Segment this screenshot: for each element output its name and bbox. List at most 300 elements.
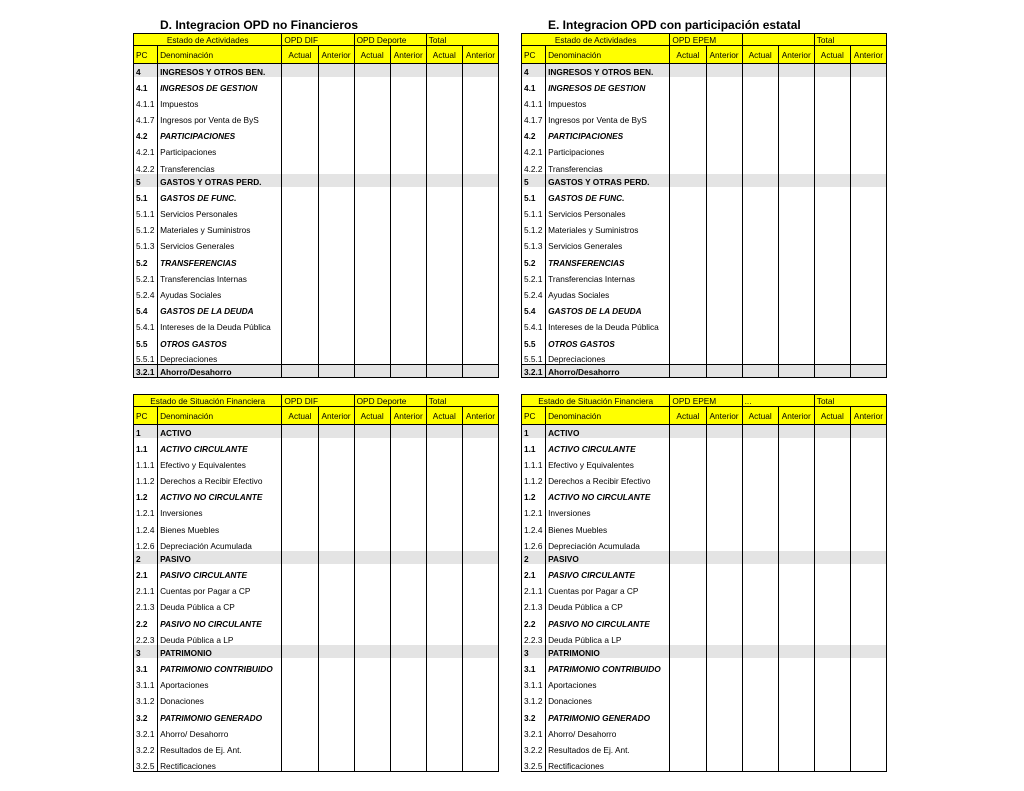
- value-cell: [282, 674, 318, 690]
- value-cell: [742, 723, 778, 739]
- account-code: 5: [522, 174, 546, 187]
- value-cell: [670, 674, 706, 690]
- value-cell: [670, 596, 706, 612]
- value-cell: [318, 64, 354, 77]
- value-cell: [354, 251, 390, 267]
- value-cell: [354, 64, 390, 77]
- account-code: 4.2.1: [522, 141, 546, 157]
- value-cell: [742, 612, 778, 628]
- value-cell: [670, 658, 706, 674]
- account-name: TRANSFERENCIAS: [546, 251, 670, 267]
- account-name: ACTIVO NO CIRCULANTE: [546, 486, 670, 502]
- table-row: [134, 316, 499, 332]
- value-cell: [670, 174, 706, 187]
- value-cell: [462, 365, 498, 378]
- value-cell: [354, 564, 390, 580]
- value-cell: [814, 706, 850, 722]
- account-code: 5.1: [134, 187, 158, 203]
- account-name: PASIVO NO CIRCULANTE: [546, 612, 670, 628]
- value-cell: [390, 706, 426, 722]
- group-2-header: OPD Deporte: [354, 34, 426, 46]
- value-cell: [814, 674, 850, 690]
- account-name: INGRESOS Y OTROS BEN.: [546, 64, 670, 77]
- value-cell: [814, 551, 850, 564]
- table-row: [134, 349, 499, 365]
- value-cell: [426, 645, 462, 658]
- value-cell: [706, 316, 742, 332]
- account-name: Ahorro/ Desahorro: [546, 723, 670, 739]
- table-row: [522, 739, 887, 755]
- account-name: ACTIVO CIRCULANTE: [546, 438, 670, 454]
- account-code: 4.1.7: [522, 109, 546, 125]
- value-cell: [778, 349, 814, 365]
- value-cell: [318, 580, 354, 596]
- value-cell: [282, 502, 318, 518]
- value-cell: [814, 535, 850, 551]
- statement-title-header: Estado de Actividades: [134, 34, 282, 46]
- account-name: Depreciaciones: [158, 349, 282, 365]
- table-row: [134, 470, 499, 486]
- value-cell: [742, 77, 778, 93]
- value-cell: [390, 93, 426, 109]
- value-cell: [706, 454, 742, 470]
- value-cell: [426, 251, 462, 267]
- value-cell: [318, 235, 354, 251]
- table-row: [134, 502, 499, 518]
- value-cell: [354, 438, 390, 454]
- value-cell: [282, 349, 318, 365]
- account-code: 4.2: [134, 125, 158, 141]
- group-1-header: OPD EPEM: [670, 395, 742, 407]
- value-cell: [426, 284, 462, 300]
- value-cell: [850, 174, 886, 187]
- value-cell: [814, 93, 850, 109]
- value-cell: [742, 251, 778, 267]
- account-code: 3.1.1: [134, 674, 158, 690]
- value-cell: [706, 564, 742, 580]
- value-cell: [814, 454, 850, 470]
- value-cell: [670, 486, 706, 502]
- value-cell: [850, 739, 886, 755]
- value-cell: [354, 502, 390, 518]
- account-code: 3.2: [522, 706, 546, 722]
- account-name: Efectivo y Equivalentes: [546, 454, 670, 470]
- account-name: Aportaciones: [546, 674, 670, 690]
- anterior-column-header: Anterior: [390, 407, 426, 425]
- value-cell: [390, 502, 426, 518]
- table-row: [134, 141, 499, 157]
- value-cell: [318, 690, 354, 706]
- group-2-header: ...: [742, 395, 814, 407]
- value-cell: [462, 535, 498, 551]
- value-cell: [462, 349, 498, 365]
- value-cell: [426, 564, 462, 580]
- value-cell: [318, 157, 354, 173]
- value-cell: [814, 300, 850, 316]
- value-cell: [426, 157, 462, 173]
- account-name: GASTOS Y OTRAS PERD.: [546, 174, 670, 187]
- value-cell: [462, 93, 498, 109]
- table-row: [522, 125, 887, 141]
- value-cell: [282, 174, 318, 187]
- table-row: [134, 551, 499, 564]
- value-cell: [390, 535, 426, 551]
- value-cell: [706, 486, 742, 502]
- value-cell: [814, 284, 850, 300]
- value-cell: [814, 365, 850, 378]
- value-cell: [778, 157, 814, 173]
- value-cell: [778, 535, 814, 551]
- table-row: [134, 645, 499, 658]
- value-cell: [354, 235, 390, 251]
- value-cell: [354, 141, 390, 157]
- value-cell: [742, 706, 778, 722]
- account-name: Ayudas Sociales: [158, 284, 282, 300]
- value-cell: [850, 187, 886, 203]
- value-cell: [282, 268, 318, 284]
- table-row: [522, 502, 887, 518]
- value-cell: [354, 612, 390, 628]
- value-cell: [354, 365, 390, 378]
- account-code: 5.1.3: [522, 235, 546, 251]
- value-cell: [318, 77, 354, 93]
- account-name: Derechos a Recibir Efectivo: [158, 470, 282, 486]
- value-cell: [742, 187, 778, 203]
- value-cell: [426, 629, 462, 645]
- actual-column-header: Actual: [670, 407, 706, 425]
- value-cell: [282, 284, 318, 300]
- value-cell: [390, 251, 426, 267]
- account-code: 5.2: [134, 251, 158, 267]
- table-row: [522, 93, 887, 109]
- account-name: Transferencias Internas: [158, 268, 282, 284]
- value-cell: [670, 365, 706, 378]
- value-cell: [426, 349, 462, 365]
- value-cell: [814, 141, 850, 157]
- value-cell: [426, 551, 462, 564]
- value-cell: [742, 157, 778, 173]
- value-cell: [282, 93, 318, 109]
- value-cell: [814, 235, 850, 251]
- account-code: 3.1.1: [522, 674, 546, 690]
- account-name: PATRIMONIO CONTRIBUIDO: [546, 658, 670, 674]
- account-code: 5.1.2: [522, 219, 546, 235]
- value-cell: [814, 739, 850, 755]
- value-cell: [462, 486, 498, 502]
- value-cell: [778, 332, 814, 348]
- value-cell: [742, 674, 778, 690]
- account-name: ACTIVO: [546, 425, 670, 438]
- account-code: 3.1.2: [134, 690, 158, 706]
- value-cell: [850, 268, 886, 284]
- account-name: GASTOS DE LA DEUDA: [546, 300, 670, 316]
- account-name: PATRIMONIO GENERADO: [158, 706, 282, 722]
- actual-column-header: Actual: [354, 46, 390, 64]
- value-cell: [318, 300, 354, 316]
- value-cell: [850, 109, 886, 125]
- value-cell: [670, 723, 706, 739]
- account-name: PASIVO: [546, 551, 670, 564]
- account-name: Ingresos por Venta de ByS: [158, 109, 282, 125]
- pc-column-header: PC: [522, 46, 546, 64]
- value-cell: [814, 470, 850, 486]
- value-cell: [354, 706, 390, 722]
- value-cell: [390, 109, 426, 125]
- value-cell: [742, 219, 778, 235]
- title-right: E. Integracion OPD con participación estatal: [548, 18, 801, 32]
- value-cell: [354, 551, 390, 564]
- account-code: 5: [134, 174, 158, 187]
- table-row: [522, 454, 887, 470]
- value-cell: [390, 551, 426, 564]
- value-cell: [670, 93, 706, 109]
- anterior-column-header: Anterior: [318, 46, 354, 64]
- value-cell: [390, 486, 426, 502]
- total-header: Total: [426, 395, 498, 407]
- table-row: [134, 674, 499, 690]
- value-cell: [390, 518, 426, 534]
- value-cell: [670, 454, 706, 470]
- value-cell: [850, 349, 886, 365]
- value-cell: [778, 365, 814, 378]
- value-cell: [706, 535, 742, 551]
- value-cell: [706, 349, 742, 365]
- value-cell: [462, 502, 498, 518]
- value-cell: [850, 629, 886, 645]
- account-name: Bienes Muebles: [158, 518, 282, 534]
- value-cell: [670, 551, 706, 564]
- account-code: 3.2.5: [522, 755, 546, 771]
- value-cell: [354, 755, 390, 771]
- value-cell: [462, 706, 498, 722]
- value-cell: [462, 612, 498, 628]
- account-name: Participaciones: [158, 141, 282, 157]
- value-cell: [426, 109, 462, 125]
- account-code: 5.1.1: [134, 203, 158, 219]
- account-name: Servicios Generales: [158, 235, 282, 251]
- value-cell: [706, 203, 742, 219]
- account-name: PARTICIPACIONES: [546, 125, 670, 141]
- value-cell: [282, 518, 318, 534]
- account-code: 5.5.1: [134, 349, 158, 365]
- value-cell: [706, 187, 742, 203]
- table-row: [522, 690, 887, 706]
- account-name: Cuentas por Pagar a CP: [158, 580, 282, 596]
- value-cell: [778, 64, 814, 77]
- account-name: Donaciones: [546, 690, 670, 706]
- value-cell: [426, 723, 462, 739]
- value-cell: [778, 690, 814, 706]
- value-cell: [318, 755, 354, 771]
- value-cell: [426, 125, 462, 141]
- account-name: GASTOS DE FUNC.: [546, 187, 670, 203]
- table-row: [522, 535, 887, 551]
- account-code: 4: [134, 64, 158, 77]
- value-cell: [742, 174, 778, 187]
- value-cell: [706, 251, 742, 267]
- value-cell: [282, 739, 318, 755]
- value-cell: [390, 596, 426, 612]
- actual-column-header: Actual: [742, 407, 778, 425]
- value-cell: [814, 251, 850, 267]
- value-cell: [318, 251, 354, 267]
- table-row: [134, 425, 499, 438]
- value-cell: [778, 502, 814, 518]
- value-cell: [390, 629, 426, 645]
- table-row: [134, 706, 499, 722]
- value-cell: [318, 203, 354, 219]
- value-cell: [426, 470, 462, 486]
- value-cell: [426, 64, 462, 77]
- value-cell: [426, 755, 462, 771]
- value-cell: [354, 645, 390, 658]
- value-cell: [426, 580, 462, 596]
- table-row: [522, 612, 887, 628]
- account-code: 5.2.1: [522, 268, 546, 284]
- value-cell: [670, 157, 706, 173]
- value-cell: [778, 580, 814, 596]
- value-cell: [390, 268, 426, 284]
- value-cell: [390, 235, 426, 251]
- table-row: [522, 219, 887, 235]
- value-cell: [390, 470, 426, 486]
- value-cell: [426, 425, 462, 438]
- value-cell: [850, 332, 886, 348]
- value-cell: [462, 596, 498, 612]
- value-cell: [850, 125, 886, 141]
- value-cell: [354, 219, 390, 235]
- value-cell: [390, 300, 426, 316]
- value-cell: [814, 125, 850, 141]
- value-cell: [742, 470, 778, 486]
- table-row: [522, 64, 887, 77]
- value-cell: [850, 203, 886, 219]
- value-cell: [814, 174, 850, 187]
- value-cell: [706, 268, 742, 284]
- value-cell: [814, 486, 850, 502]
- denominacion-column-header: Denominación: [158, 407, 282, 425]
- value-cell: [670, 187, 706, 203]
- account-name: Deuda Pública a CP: [158, 596, 282, 612]
- value-cell: [354, 284, 390, 300]
- account-code: 5.5: [134, 332, 158, 348]
- value-cell: [706, 470, 742, 486]
- value-cell: [706, 674, 742, 690]
- actual-column-header: Actual: [814, 46, 850, 64]
- value-cell: [778, 425, 814, 438]
- value-cell: [426, 332, 462, 348]
- value-cell: [670, 739, 706, 755]
- account-name: PATRIMONIO CONTRIBUIDO: [158, 658, 282, 674]
- account-code: 3.1: [522, 658, 546, 674]
- table-row: [134, 203, 499, 219]
- account-name: Derechos a Recibir Efectivo: [546, 470, 670, 486]
- value-cell: [462, 454, 498, 470]
- value-cell: [706, 425, 742, 438]
- value-cell: [814, 755, 850, 771]
- value-cell: [670, 203, 706, 219]
- value-cell: [778, 251, 814, 267]
- account-name: PASIVO CIRCULANTE: [158, 564, 282, 580]
- value-cell: [742, 551, 778, 564]
- value-cell: [462, 518, 498, 534]
- total-header: Total: [814, 395, 886, 407]
- table-row: [134, 723, 499, 739]
- account-name: Bienes Muebles: [546, 518, 670, 534]
- value-cell: [742, 365, 778, 378]
- value-cell: [354, 596, 390, 612]
- value-cell: [670, 77, 706, 93]
- value-cell: [742, 125, 778, 141]
- value-cell: [282, 425, 318, 438]
- value-cell: [354, 300, 390, 316]
- account-name: GASTOS DE LA DEUDA: [158, 300, 282, 316]
- value-cell: [462, 125, 498, 141]
- value-cell: [426, 141, 462, 157]
- value-cell: [426, 739, 462, 755]
- account-code: 5.2.4: [522, 284, 546, 300]
- anterior-column-header: Anterior: [462, 407, 498, 425]
- value-cell: [850, 502, 886, 518]
- value-cell: [282, 125, 318, 141]
- account-code: 5.1.2: [134, 219, 158, 235]
- value-cell: [390, 365, 426, 378]
- value-cell: [354, 674, 390, 690]
- table-row: [134, 300, 499, 316]
- account-name: Deuda Pública a LP: [158, 629, 282, 645]
- value-cell: [354, 157, 390, 173]
- value-cell: [282, 157, 318, 173]
- value-cell: [390, 438, 426, 454]
- value-cell: [282, 564, 318, 580]
- value-cell: [778, 268, 814, 284]
- value-cell: [354, 109, 390, 125]
- table-row: [134, 629, 499, 645]
- account-name: Transferencias Internas: [546, 268, 670, 284]
- actual-column-header: Actual: [814, 407, 850, 425]
- value-cell: [282, 612, 318, 628]
- value-cell: [778, 125, 814, 141]
- account-code: 3.1.2: [522, 690, 546, 706]
- table-row: [522, 141, 887, 157]
- value-cell: [670, 219, 706, 235]
- value-cell: [706, 365, 742, 378]
- value-cell: [742, 316, 778, 332]
- value-cell: [742, 486, 778, 502]
- value-cell: [354, 77, 390, 93]
- table-row: [134, 486, 499, 502]
- table-row: [134, 332, 499, 348]
- table-row: [522, 77, 887, 93]
- value-cell: [742, 658, 778, 674]
- value-cell: [778, 316, 814, 332]
- account-code: 3.2.1: [134, 365, 158, 378]
- value-cell: [814, 690, 850, 706]
- value-cell: [742, 141, 778, 157]
- value-cell: [778, 235, 814, 251]
- value-cell: [318, 706, 354, 722]
- account-name: TRANSFERENCIAS: [158, 251, 282, 267]
- value-cell: [390, 349, 426, 365]
- actual-column-header: Actual: [742, 46, 778, 64]
- table-row: [134, 109, 499, 125]
- value-cell: [462, 690, 498, 706]
- value-cell: [814, 332, 850, 348]
- value-cell: [318, 284, 354, 300]
- value-cell: [850, 64, 886, 77]
- value-cell: [318, 645, 354, 658]
- value-cell: [706, 284, 742, 300]
